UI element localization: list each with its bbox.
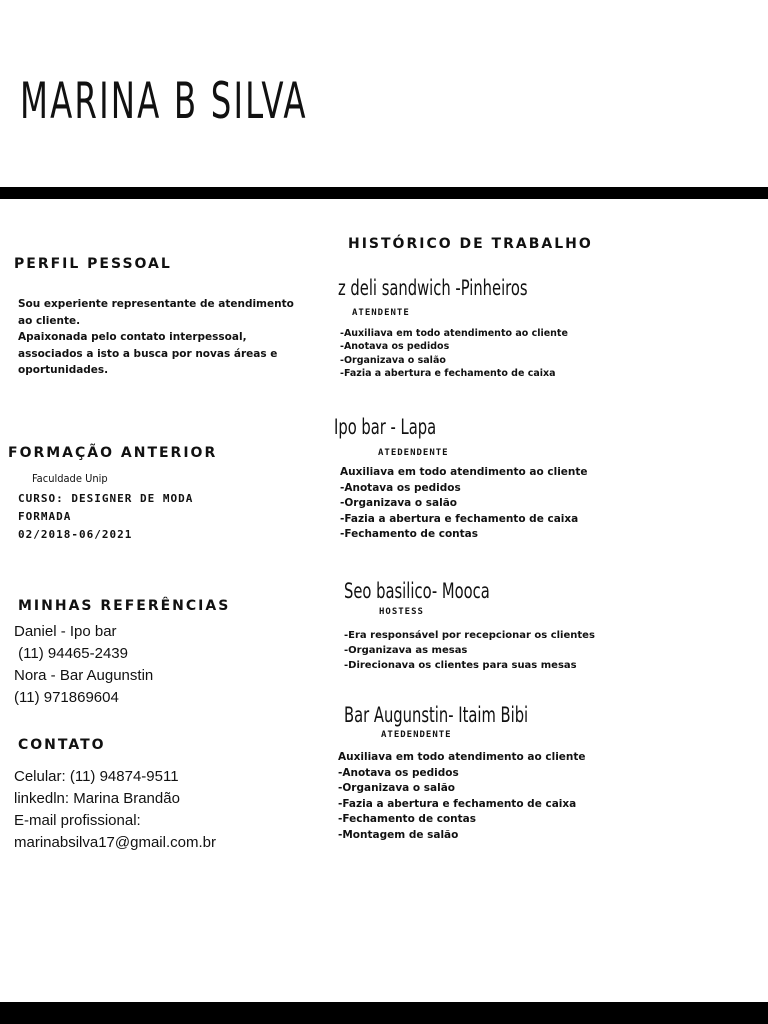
perfil-line: ao cliente. — [18, 314, 81, 327]
referencia-line: Nora - Bar Augunstin — [14, 667, 154, 684]
job-duty: -Fazia a abertura e fechamento de caixa — [340, 512, 579, 525]
job-company: Seo basilico- Mooca — [344, 579, 490, 603]
formacao-status: FORMADA — [18, 510, 72, 523]
formacao-period: 02/2018-06/2021 — [18, 528, 133, 541]
perfil-text — [18, 296, 308, 379]
job-duty: -Organizava o salão — [340, 497, 458, 509]
job-duty: Auxiliava em todo atendimento ao cliente — [340, 466, 588, 478]
perfil-line: Apaixonada pelo contato interpessoal, — [18, 331, 247, 343]
referencia-line: (11) 971869604 — [14, 689, 119, 706]
job-duty: -Anotava os pedidos — [340, 481, 461, 494]
job-role: ATENDENTE — [352, 308, 410, 318]
job-duty: -Fechamento de contas — [340, 528, 478, 540]
job-duties — [344, 628, 595, 673]
job-role: ATEDENDENTE — [381, 730, 452, 740]
formacao-course: CURSO: DESIGNER DE MODA — [18, 492, 194, 505]
job-duty: -Anotava os pedidos — [338, 766, 459, 779]
formacao-school: Faculdade Unip — [32, 472, 108, 485]
job-duty: -Organizava as mesas — [344, 645, 468, 656]
job-duty: -Montagem de salão — [338, 828, 459, 841]
job-duty: Auxiliava em todo atendimento ao cliente — [338, 751, 586, 763]
job-company: Ipo bar - Lapa — [334, 415, 437, 439]
job-duty: -Fazia a abertura e fechamento de caixa — [338, 797, 577, 810]
perfil-line: associados a isto a busca por novas áreas e — [18, 347, 278, 360]
contato-phone: Celular: (11) 94874-9511 — [14, 768, 179, 785]
job-duty: -Fechamento de contas — [338, 813, 476, 825]
job-duty: -Fazia a abertura e fechamento de caixa — [340, 367, 556, 379]
contato-linkedin: linkedln: Marina Brandão — [14, 790, 180, 807]
perfil-title: PERFIL PESSOAL — [14, 256, 172, 272]
resume-name: MARINA B SILVA — [20, 72, 308, 130]
job-duty: -Organizava o salão — [340, 354, 446, 366]
perfil-line: oportunidades. — [18, 364, 109, 376]
job-duties — [340, 327, 568, 380]
job-duty: -Direcionava os clientes para suas mesas — [344, 660, 577, 671]
job-duty: -Organizava o salão — [338, 782, 456, 794]
formacao-title: FORMAÇÃO ANTERIOR — [8, 445, 218, 461]
contato-title: CONTATO — [18, 737, 106, 753]
referencias-list — [14, 621, 153, 709]
job-duty: -Auxiliava em todo atendimento ao cliente — [340, 328, 568, 339]
referencia-line: Daniel - Ipo bar — [14, 623, 117, 640]
job-duties — [338, 750, 586, 843]
perfil-line: Sou experiente representante de atendimento — [18, 298, 294, 310]
contato-email-label: E-mail profissional: — [14, 812, 141, 829]
footer-bar — [0, 1002, 768, 1024]
job-company: Bar Augunstin- Itaim Bibi — [344, 703, 529, 727]
historico-title: HISTÓRICO DE TRABALHO — [348, 236, 593, 252]
job-role: ATEDENDENTE — [378, 448, 449, 458]
referencias-title: MINHAS REFERÊNCIAS — [18, 598, 231, 614]
job-role: HOSTESS — [379, 607, 424, 617]
job-duties — [340, 465, 588, 543]
job-company: z deli sandwich -Pinheiros — [338, 276, 528, 300]
header-divider — [0, 187, 768, 199]
job-duty: -Anotava os pedidos — [340, 341, 450, 353]
contato-email: marinabsilva17@gmail.com.br — [14, 834, 216, 851]
referencia-line: (11) 94465-2439 — [14, 645, 128, 662]
job-duty: -Era responsável por recepcionar os clientes — [344, 630, 595, 641]
contato-list — [14, 766, 216, 854]
